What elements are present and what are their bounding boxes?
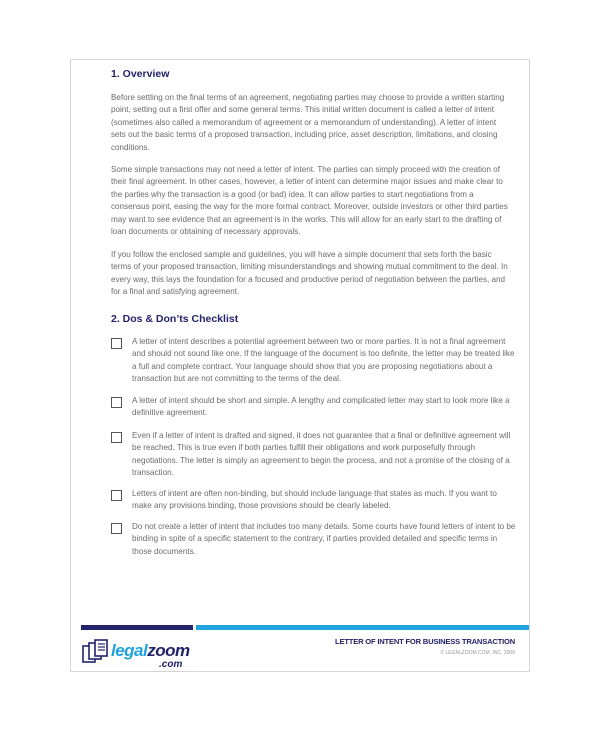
checklist-heading: 2. Dos & Don’ts Checklist (111, 313, 239, 325)
checklist-item-text: A letter of intent should be short and simple. A lengthy and complicated letter may start to look more like a definitive agreement. (132, 396, 510, 418)
checklist-item-text: Even if a letter of intent is drafted and signed, it does not guarantee that a final or definitive agreement will be reached. This is true even if both parties fulfill their obligations and work purposefully through negotiations. The letter is simply an agreement to begin the process, and not a promise of the closing of a transaction. (132, 431, 511, 477)
svg-text:legalzoom: legalzoom (111, 641, 190, 660)
footer-bar-blue (196, 625, 529, 630)
checklist-item-text: Do not create a letter of intent that includes too many details. Some courts have found letters of intent to be binding in spite of a specific statement to the contrary, if parties provided detailed and specific terms in those documents. (132, 522, 516, 556)
checkbox[interactable] (111, 397, 122, 408)
footer-document-title: LETTER OF INTENT FOR BUSINESS TRANSACTION (335, 637, 515, 646)
checkbox[interactable] (111, 523, 122, 534)
checkbox[interactable] (111, 338, 122, 349)
checklist-item-text: Letters of intent are often non-binding, but should include language that states as much. If you want to make any provisions binding, those provisions should be clearly labeled. (132, 489, 497, 511)
checklist-item-text: A letter of intent describes a potential agreement between two or more parties. It is not a final agreement and should not sound like one. If the language of the document is too definite, the letter may be treated like a full and complete contract. Your language should show that you are proposing negotiations about a transaction but are not committing to the terms of the deal. (132, 337, 515, 383)
checkbox[interactable] (111, 490, 122, 501)
document-page (70, 59, 530, 672)
svg-text:.com: .com (159, 659, 183, 670)
overview-paragraph: Before settling on the final terms of an agreement, negotiating parties may choose to provide a written starting point, setting out a first offer and some general terms. This initial written document is called a letter of intent (sometimes also called a memorandum of agreement or a memorandum of understanding). A letter of intent sets out the basic terms of a proposed transaction, including price, asset description, limitations, and closing conditions. (111, 93, 505, 152)
overview-paragraph: Some simple transactions may not need a letter of intent. The parties can simply proceed with the creation of their final agreement. In other cases, however, a letter of intent can determine major issues and make clear to the parties why the transaction is a good (or bad) idea. It can allow parties to start negotiations from a consensus point, easing the way for the more formal contract. Moreover, outside investors or other third parties may want to see evidence that an agreement is in the works. This will allow for an early start to the drafting of loan documents or obtaining of necessary approvals. (111, 165, 508, 237)
overview-paragraph: If you follow the enclosed sample and guidelines, you will have a simple document that sets forth the basic terms of your proposed transaction, limiting misunderstandings and showing mutual commitment to the deal. In every way, this lays the foundation for a focused and productive period of negotiation between the parties, and for a final and satisfying agreement. (111, 250, 508, 297)
footer-copyright: © LEGALZOOM.COM, INC. 2008 (440, 650, 515, 656)
footer-bar-navy (81, 625, 193, 630)
checkbox[interactable] (111, 432, 122, 443)
legalzoom-logo (81, 638, 201, 670)
overview-heading: 1. Overview (111, 68, 170, 80)
